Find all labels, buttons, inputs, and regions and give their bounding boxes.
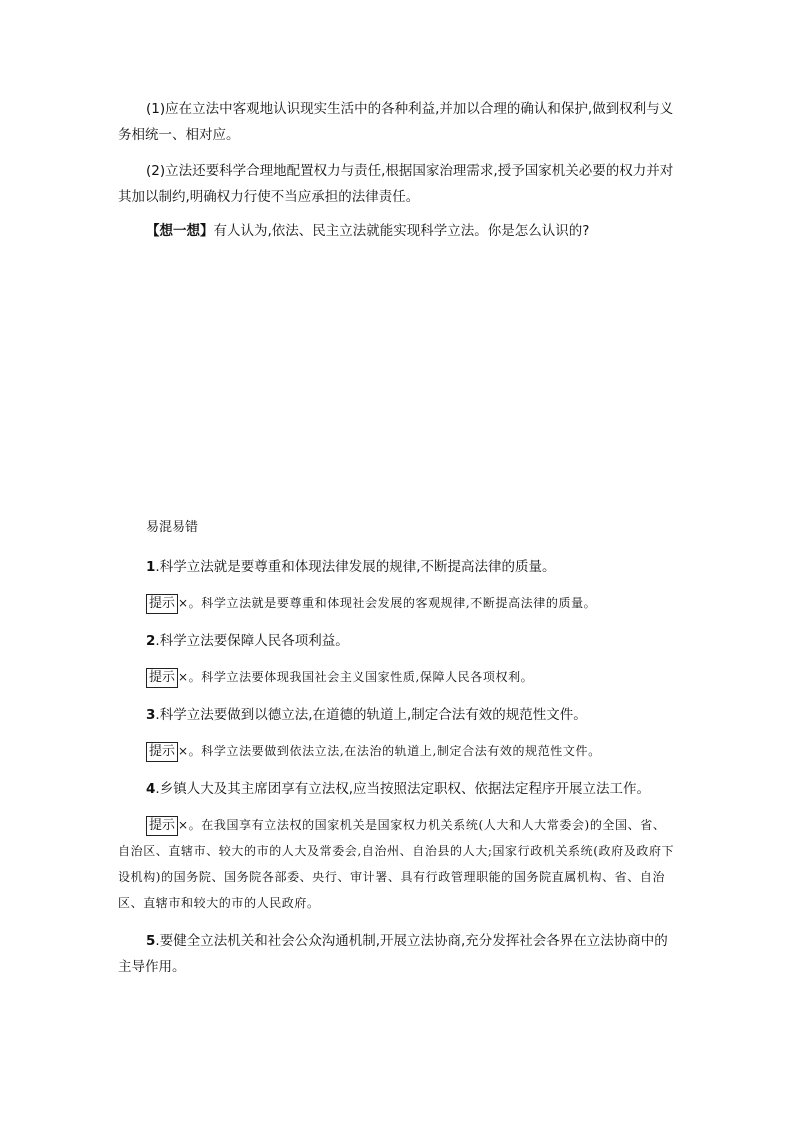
statement-1 xyxy=(146,554,686,580)
statement-text: .科学立法要做到以德立法,在道德的轨道上,制定合法有效的规范性文件。 xyxy=(155,707,587,723)
answer-1 xyxy=(146,590,686,616)
answer-4 xyxy=(118,812,678,916)
tip-box: 提示 xyxy=(146,816,178,836)
paragraph-2: (2)立法还要科学合理地配置权力与责任,根据国家治理需求,授予国家机关必要的权力并对其加以制约,明确权力行使不当应承担的法律责任。 xyxy=(118,163,674,205)
section-title: 易混易错 xyxy=(146,520,199,535)
statement-text: .乡镇人大及其主席团享有立法权,应当按照法定职权、依据法定程序开展立法工作。 xyxy=(155,781,650,797)
tip-box: 提示 xyxy=(146,742,178,762)
think-prompt xyxy=(118,218,678,244)
paragraph-1: (1)应在立法中客观地认识现实生活中的各种利益,并加以合理的确认和保护,做到权利与义务相统一、相对应。 xyxy=(118,101,674,143)
tip-box: 提示 xyxy=(146,668,178,688)
answer-3 xyxy=(146,738,686,764)
item-number: 4 xyxy=(146,781,156,797)
item-number: 5 xyxy=(146,933,156,949)
answer-2 xyxy=(146,664,686,690)
answer-text: ×。科学立法就是要尊重和体现社会发展的客观规律,不断提高法律的质量。 xyxy=(178,596,597,610)
statement-text: .要健全立法机关和社会公众沟通机制,开展立法协商,充分发挥社会各界在立法协商中的主导作用。 xyxy=(118,933,668,975)
item-number: 2 xyxy=(146,633,156,649)
think-text: 有人认为,依法、民主立法就能实现科学立法。你是怎么认识的? xyxy=(213,223,590,239)
statement-text: .科学立法就是要尊重和体现法律发展的规律,不断提高法律的质量。 xyxy=(155,559,556,575)
tip-box: 提示 xyxy=(146,594,178,614)
statement-3 xyxy=(146,702,686,728)
answer-text: ×。科学立法要体现我国社会主义国家性质,保障人民各项权利。 xyxy=(178,670,534,684)
statement-text: .科学立法要保障人民各项利益。 xyxy=(155,633,349,649)
item-number: 1 xyxy=(146,559,156,575)
item-number: 3 xyxy=(146,707,156,723)
think-label: 【想一想】 xyxy=(146,223,214,239)
answer-text: ×。在我国享有立法权的国家机关是国家权力机关系统(人大和人大常委会)的全国、省、自治区、直辖市、较大的市的人大及常委会,自治州、自治县的人大;国家行政机关系统(政府及政府下设机构)的国务院、国务院各部委、央行、审计署、具有行政管理职能的国务院直属机构、省、自治区、直辖市和较大的市的人民政府。 xyxy=(118,818,675,910)
statement-4 xyxy=(146,776,686,802)
statement-2 xyxy=(146,628,686,654)
answer-text: ×。科学立法要做到依法立法,在法治的轨道上,制定合法有效的规范性文件。 xyxy=(178,744,601,758)
statement-5 xyxy=(118,928,678,980)
